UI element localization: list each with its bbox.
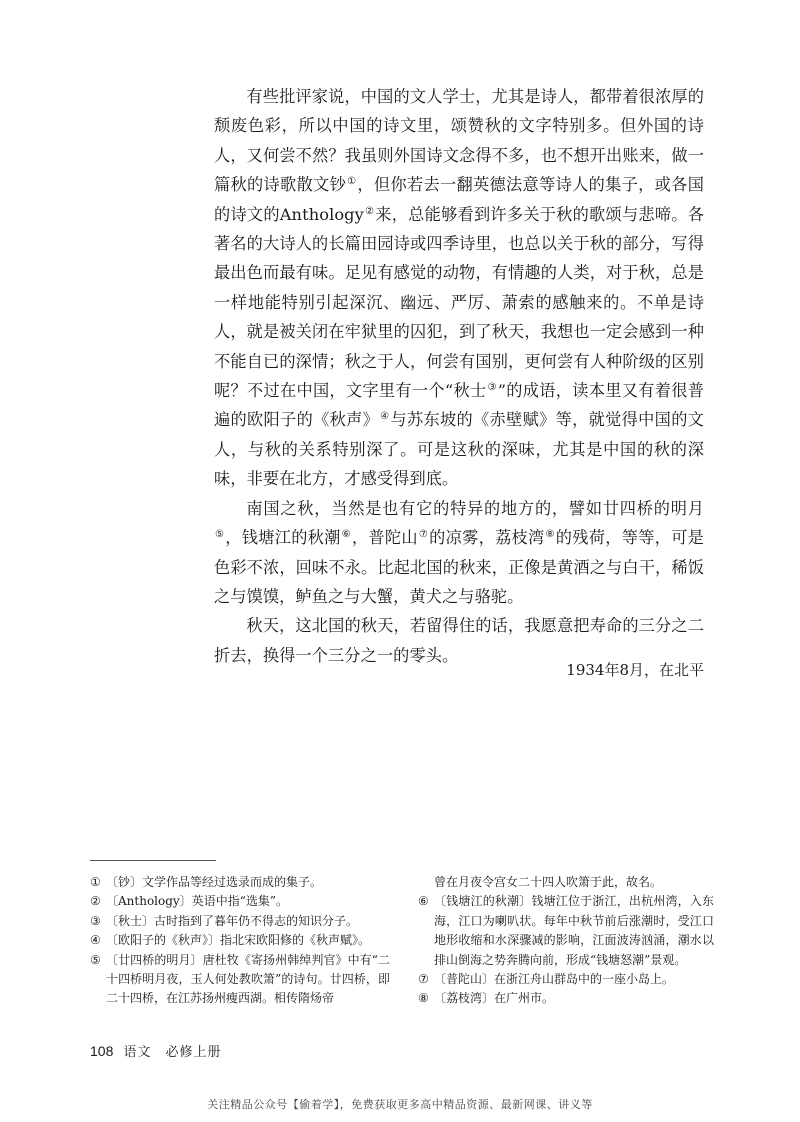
p1-text-a: 有些批评家说，中国的文人学士，尤其是诗人，都带着很浓厚的颓废色彩，所以中国的诗文里，颂赞秋的文字特别多。但外国的诗人，又何尝不然？我虽则外国诗文念得不多，也不想开出账来，做一篇秋的诗歌散文钞 (214, 87, 704, 195)
footnote-7 (418, 970, 714, 989)
paragraph-3: 秋天，这北国的秋天，若留得住的话，我愿意把寿命的三分之二折去，换得一个三分之一的零头。 (214, 616, 704, 665)
footnote-ref-8[interactable]: ⑧ (545, 529, 555, 541)
footnote-number: ④ (90, 933, 101, 948)
footnote-5 (90, 951, 390, 1009)
page-number: 108 (90, 1043, 114, 1059)
footnote-8 (418, 989, 714, 1008)
p2-text-c: ，普陀山 (351, 528, 418, 548)
main-text (214, 82, 704, 670)
footnote-text: 〔荔枝湾〕在广州市。 (434, 991, 555, 1006)
p2-text-b: ，钱塘江的秋潮 (225, 528, 341, 548)
footnote-text: 〔钱塘江的秋潮〕钱塘江位于浙江，出杭州湾，入东海，江口为喇叭状。每年中秋节前后涨潮时，受江口地形收缩和水深骤减的影响，江面波涛汹涌，潮水以排山倒海之势奔腾向前，形成“钱塘怒潮”景观。 (434, 894, 714, 967)
p1-text-e: 与苏东坡的《赤壁赋》等，就觉得中国的文人，与秋的关系特别深了。可是这秋的深味，尤其是中国的秋的深味，非要在北方，才感受得到底。 (214, 410, 704, 489)
footnote-number: ⑦ (418, 972, 429, 987)
footnote-6 (418, 892, 714, 970)
paragraph-1 (214, 82, 704, 494)
footnote-text: 〔钞〕文学作品等经过选录而成的集子。 (106, 875, 323, 889)
footnote-divider (90, 860, 216, 861)
footnote-ref-3[interactable]: ③ (487, 382, 497, 394)
footnote-ref-2[interactable]: ② (364, 205, 375, 217)
p2-text-a: 南国之秋，当然是也有它的特异的地方的，譬如廿四桥的明月 (246, 498, 704, 518)
footnotes-left-column (90, 873, 390, 1009)
footnote-ref-1[interactable]: ① (347, 176, 357, 188)
footnote-4 (90, 931, 390, 950)
footnote-text: 〔欧阳子的《秋声》〕指北宋欧阳修的《秋声赋》。 (106, 933, 371, 948)
footnote-ref-7[interactable]: ⑦ (418, 529, 429, 541)
footnote-3 (90, 912, 390, 931)
footnote-text: 〔秋士〕古时指到了暮年仍不得志的知识分子。 (106, 913, 359, 928)
footnotes-right-column (418, 873, 714, 1009)
footnote-number: ⑧ (418, 991, 429, 1006)
dateline: 1934年8月，在北平 (566, 661, 704, 679)
p2-text-d: 的凉雾，荔枝湾 (429, 528, 545, 548)
p1-text-b: ，但你若去一翻英德法意等诗人的集子，或各国的诗文的Anthology (214, 175, 704, 224)
watermark-text: 关注精品公众号【偷着学】，免费获取更多高中精品资源、最新网课、讲义等 (207, 1098, 593, 1111)
footnote-ref-6[interactable]: ⑥ (341, 529, 351, 541)
paragraph-2 (214, 494, 704, 612)
p1-text-d: ”的成语，读本里又有着很普遍的欧阳子的《秋声》 (214, 381, 704, 430)
footnote-number: ⑥ (418, 894, 429, 909)
page-footer (90, 1042, 222, 1062)
p1-text-c: 来，总能够看到许多关于秋的歌颂与悲啼。各著名的大诗人的长篇田园诗或四季诗里，也总以关于秋的部分，写得最出色而最有味。足见有感觉的动物，有情趣的人类，对于秋，总是一样地能特别引起深沉、幽远、严厉、萧索的感触来的。不单是诗人，就是被关闭在牢狱里的囚犯，到了秋天，我想也一定会感到一种不能自已的深情；秋之于人，何尝有国别，更何尝有人种阶级的区别呢？不过在中国，文字里有一个“秋士 (214, 204, 705, 401)
footnote-number: ② (90, 894, 101, 909)
p2-text-e: 的残荷，等等，可是色彩不浓，回味不永。比起北国的秋来，正像是黄酒之与白干，稀饭之与馍馍，鲈鱼之与大蟹，黄犬之与骆驼。 (214, 528, 704, 606)
footnote-5-continued: 曾在月夜令宫女二十四人吹箫于此，故名。 (434, 875, 663, 889)
footnote-number: ① (90, 875, 101, 889)
footnote-2 (90, 892, 390, 911)
footnote-ref-4[interactable]: ④ (380, 411, 390, 423)
footnote-number: ⑤ (90, 952, 101, 967)
footnote-ref-5[interactable]: ⑤ (215, 529, 225, 541)
footnote-text: 〔廿四桥的明月〕唐杜牧《寄扬州韩绰判官》中有“二十四桥明月夜，玉人何处教吹箫”的诗句。廿四桥，即二十四桥，在江苏扬州瘦西湖。相传隋炀帝 (106, 952, 390, 1006)
footnote-1 (90, 873, 390, 892)
book-title: 语文 必修上册 (123, 1045, 222, 1060)
footnote-text: 〔普陀山〕在浙江舟山群岛中的一座小岛上。 (434, 972, 675, 987)
footnote-text: 〔Anthology〕英语中指“选集”。 (106, 894, 288, 909)
footnote-number: ③ (90, 913, 101, 928)
